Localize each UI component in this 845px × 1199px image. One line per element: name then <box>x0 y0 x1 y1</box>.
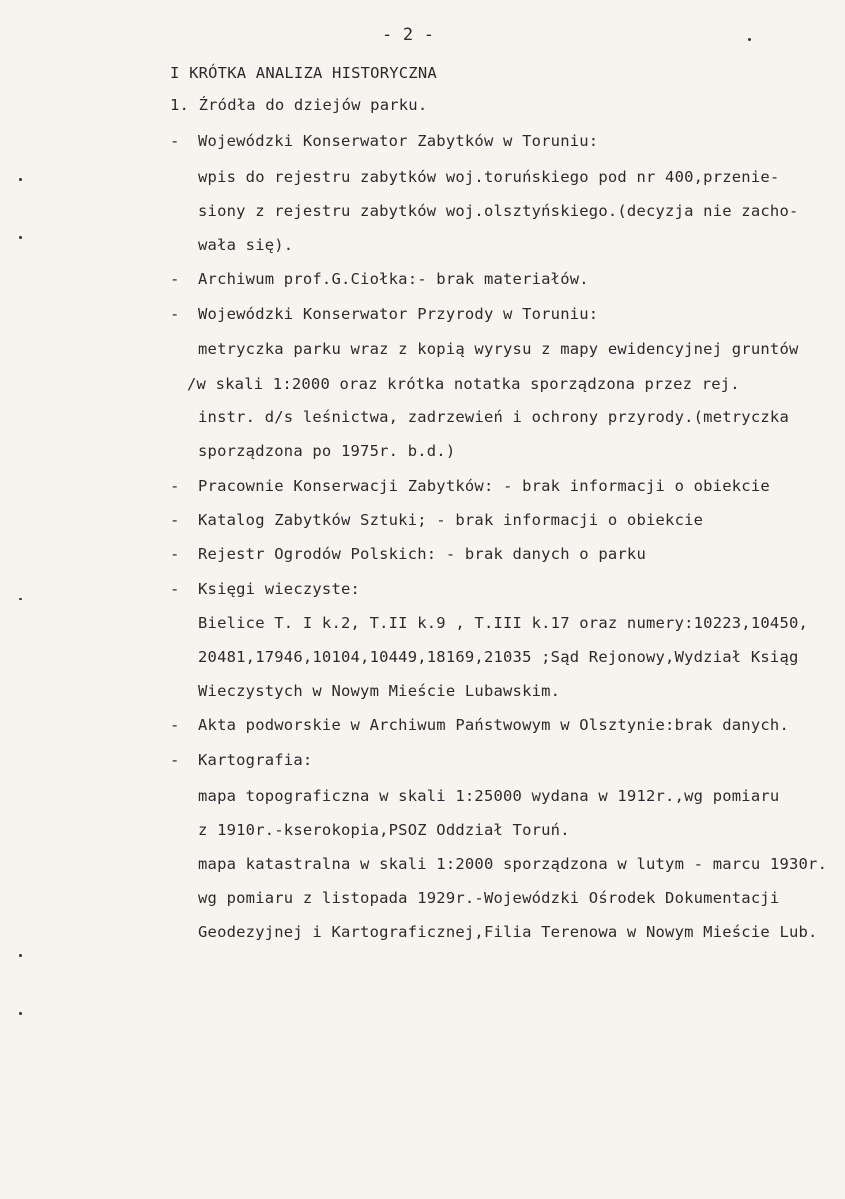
section-heading: I KRÓTKA ANALIZA HISTORYCZNA <box>170 64 437 82</box>
entry-title: Wojewódzki Konserwator Przyrody w Toruniu: <box>198 305 599 323</box>
entry-line: /w skali 1:2000 oraz krótka notatka sporządzona przez rej. <box>187 375 740 393</box>
entry-title: Wojewódzki Konserwator Zabytków w Toruniu: <box>198 132 599 150</box>
entry-title: Kartografia: <box>198 751 313 769</box>
subsection-heading: 1. Źródła do dziejów parku. <box>170 96 428 114</box>
bullet-dash: - <box>170 305 180 323</box>
entry-title: Pracownie Konserwacji Zabytków: - brak informacji o obiekcie <box>198 477 770 495</box>
entry-title: Archiwum prof.G.Ciołka:- brak materiałów. <box>198 270 589 288</box>
entry-title: Katalog Zabytków Sztuki; - brak informacji o obiekcie <box>198 511 704 529</box>
scan-speck <box>19 1012 22 1015</box>
bullet-dash: - <box>170 580 180 598</box>
entry-line: metryczka parku wraz z kopią wyrysu z mapy ewidencyjnej gruntów <box>198 340 799 358</box>
bullet-dash: - <box>170 716 180 734</box>
entry-line: wpis do rejestru zabytków woj.toruńskiego pod nr 400,przenie- <box>198 168 780 186</box>
entry-title: Akta podworskie w Archiwum Państwowym w Olsztynie:brak danych. <box>198 716 789 734</box>
scan-speck <box>19 178 22 181</box>
entry-line: 20481,17946,10104,10449,18169,21035 ;Sąd Rejonowy,Wydział Ksiąg <box>198 648 799 666</box>
scan-speck <box>19 236 22 239</box>
entry-title: Księgi wieczyste: <box>198 580 361 598</box>
bullet-dash: - <box>170 477 180 495</box>
entry-line: sporządzona po 1975r. b.d.) <box>198 442 456 460</box>
scan-speck <box>19 954 22 957</box>
scan-speck <box>19 598 22 600</box>
bullet-dash: - <box>170 132 180 150</box>
entry-line: mapa topograficzna w skali 1:25000 wydana w 1912r.,wg pomiaru <box>198 787 780 805</box>
bullet-dash: - <box>170 545 180 563</box>
entry-line: wg pomiaru z listopada 1929r.-Wojewódzki Ośrodek Dokumentacji <box>198 889 780 907</box>
bullet-dash: - <box>170 270 180 288</box>
scan-speck <box>748 38 751 41</box>
entry-line: Wieczystych w Nowym Mieście Lubawskim. <box>198 682 561 700</box>
entry-line: instr. d/s leśnictwa, zadrzewień i ochrony przyrody.(metryczka <box>198 408 789 426</box>
entry-line: siony z rejestru zabytków woj.olsztyńskiego.(decyzja nie zacho- <box>198 202 799 220</box>
entry-title: Rejestr Ogrodów Polskich: - brak danych o parku <box>198 545 646 563</box>
entry-line: Bielice T. I k.2, T.II k.9 , T.III k.17 oraz numery:10223,10450, <box>198 614 809 632</box>
bullet-dash: - <box>170 751 180 769</box>
page-number: - 2 - <box>382 25 435 45</box>
entry-line: z 1910r.-kserokopia,PSOZ Oddział Toruń. <box>198 821 570 839</box>
entry-line: Geodezyjnej i Kartograficznej,Filia Terenowa w Nowym Mieście Lub. <box>198 923 818 941</box>
entry-line: mapa katastralna w skali 1:2000 sporządzona w lutym - marcu 1930r. <box>198 855 828 873</box>
entry-line: wała się). <box>198 236 294 254</box>
bullet-dash: - <box>170 511 180 529</box>
